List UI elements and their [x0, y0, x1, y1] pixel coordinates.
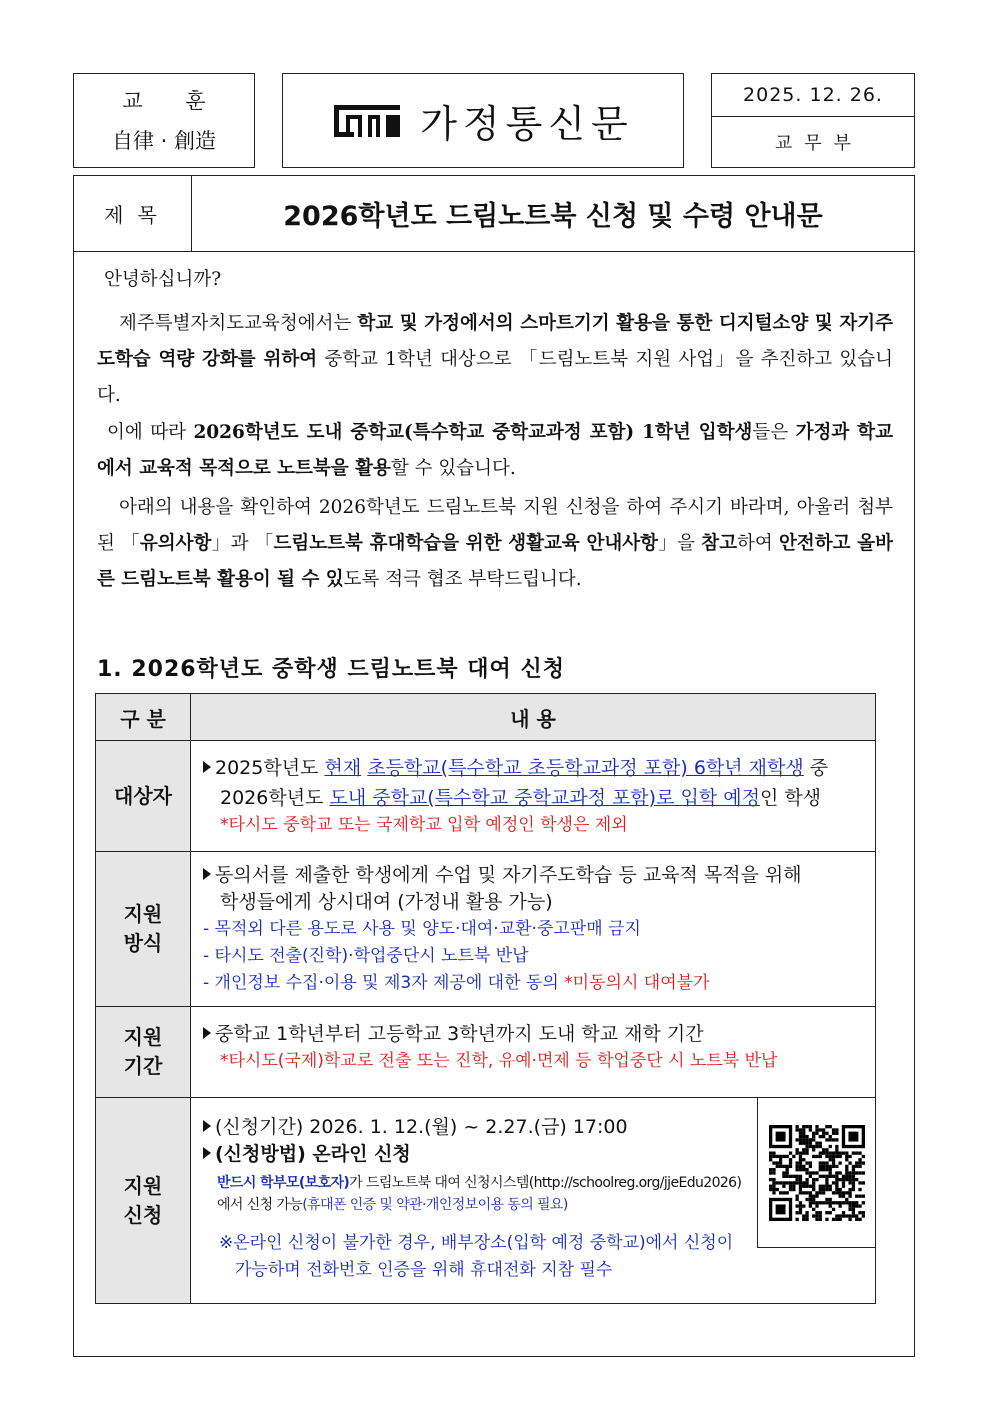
table-row-period	[96, 1007, 876, 1098]
row-label-apply: 지원 신청	[96, 1098, 191, 1304]
table-row-method	[96, 852, 876, 1007]
school-motto-box	[73, 73, 255, 168]
row-content-target: 2025학년도 현재 초등학교(특수학교 초등학교과정 포함) 6학년 재학생 중 2026학년도 도내 중학교(특수학교 중학교과정 포함)로 입학 예정인 학생 *타시도 중학교 또는 국제학교 입학 예정인 학생은 제외	[191, 741, 876, 852]
table-row-apply	[96, 1098, 876, 1304]
school-logo-icon	[332, 101, 402, 141]
header-category: 구 분	[96, 694, 191, 741]
section-heading: 1. 2026학년도 중학생 드림노트북 대여 신청	[97, 657, 565, 682]
paragraph-2: 이에 따라 2026학년도 도내 중학교(특수학교 중학교과정 포함) 1학년 입학생들은 가정과 학교에서 교육적 목적으로 노트북을 활용할 수 있습니다.	[97, 422, 894, 479]
row-label-period: 지원 기간	[96, 1007, 191, 1098]
target-note: *타시도 중학교 또는 국제학교 입학 예정인 학생은 제외	[220, 815, 628, 835]
department: 교무부	[774, 132, 864, 154]
bullet-icon	[203, 868, 211, 880]
issue-date: 2025. 12. 26.	[712, 74, 914, 117]
document-title: 2026학년도 드림노트북 신청 및 수령 안내문	[283, 201, 823, 232]
subject-bar	[73, 175, 915, 252]
motto-label: 교 훈	[122, 88, 224, 113]
masthead-title: 가정통신문	[420, 102, 634, 146]
application-table	[95, 693, 876, 1304]
subject-label: 제목	[74, 176, 192, 251]
masthead-box	[282, 73, 684, 168]
qr-code-icon[interactable]	[757, 1098, 875, 1248]
row-content-method: 동의서를 제출한 학생에게 수업 및 자기주도학습 등 교육적 목적을 위해 학생들에게 상시대여 (가정내 활용 가능) - 목적외 다른 용도로 사용 및 양도·대여·교환·중고판매 금지 - 타시도 전출(진학)·학업중단시 노트북 반납 - 개인정보 수집·이용 및 제3자 제공에 대한 동의 *미동의시 대여불가	[191, 852, 876, 1007]
row-content-period: 중학교 1학년부터 고등학교 3학년까지 도내 학교 재학 기간 *타시도(국제)학교로 전출 또는 진학, 유예·면제 등 학업중단 시 노트북 반납	[191, 1007, 876, 1098]
table-row-target	[96, 741, 876, 852]
header-content: 내 용	[191, 694, 876, 741]
bullet-icon	[203, 1147, 211, 1159]
motto-text: 自律 · 創造	[111, 128, 217, 153]
paragraph-1: 제주특별자치도교육청에서는 학교 및 가정에서의 스마트기기 활용을 통한 디지털소양 및 자기주도학습 역량 강화를 위하여 중학교 1학년 대상으로 「드림노트북 지원 사업」을 추진하고 있습니다.	[97, 313, 894, 406]
bullet-icon	[203, 761, 211, 773]
row-label-method: 지원 방식	[96, 852, 191, 1007]
bullet-icon	[203, 1120, 211, 1132]
row-content-apply: (신청기간) 2026. 1. 12.(월) ~ 2.27.(금) 17:00 (신청방법) 온라인 신청 반드시 학부모(보호자)가 드림노트북 대여 신청시스템(http://schoolreg.org/jjeEdu2026) 에서 신청 가능(휴대폰 인증 및 약관·개인정보이용 동의 필요) ※온라인 신청이 불가한 경우, 배부장소(입학 예정 중학교)에서 신청이 가능하며 전화번호 인증을 위해 휴대전화 지참 필수	[191, 1098, 876, 1304]
table-header-row	[96, 694, 876, 741]
qr-code-graphic	[769, 1125, 865, 1221]
date-dept-box	[711, 73, 915, 168]
bullet-icon	[203, 1027, 211, 1039]
row-label-target: 대상자	[96, 741, 191, 852]
greeting: 안녕하십니까?	[104, 269, 222, 290]
paragraph-3: 아래의 내용을 확인하여 2026학년도 드림노트북 지원 신청을 하여 주시기 바라며, 아울러 첨부된 「유의사항」과 「드림노트북 휴대학습을 위한 생활교육 안내사항」을 참고하여 안전하고 올바른 드림노트북 활용이 될 수 있도록 적극 협조 부탁드립니다.	[97, 497, 893, 590]
